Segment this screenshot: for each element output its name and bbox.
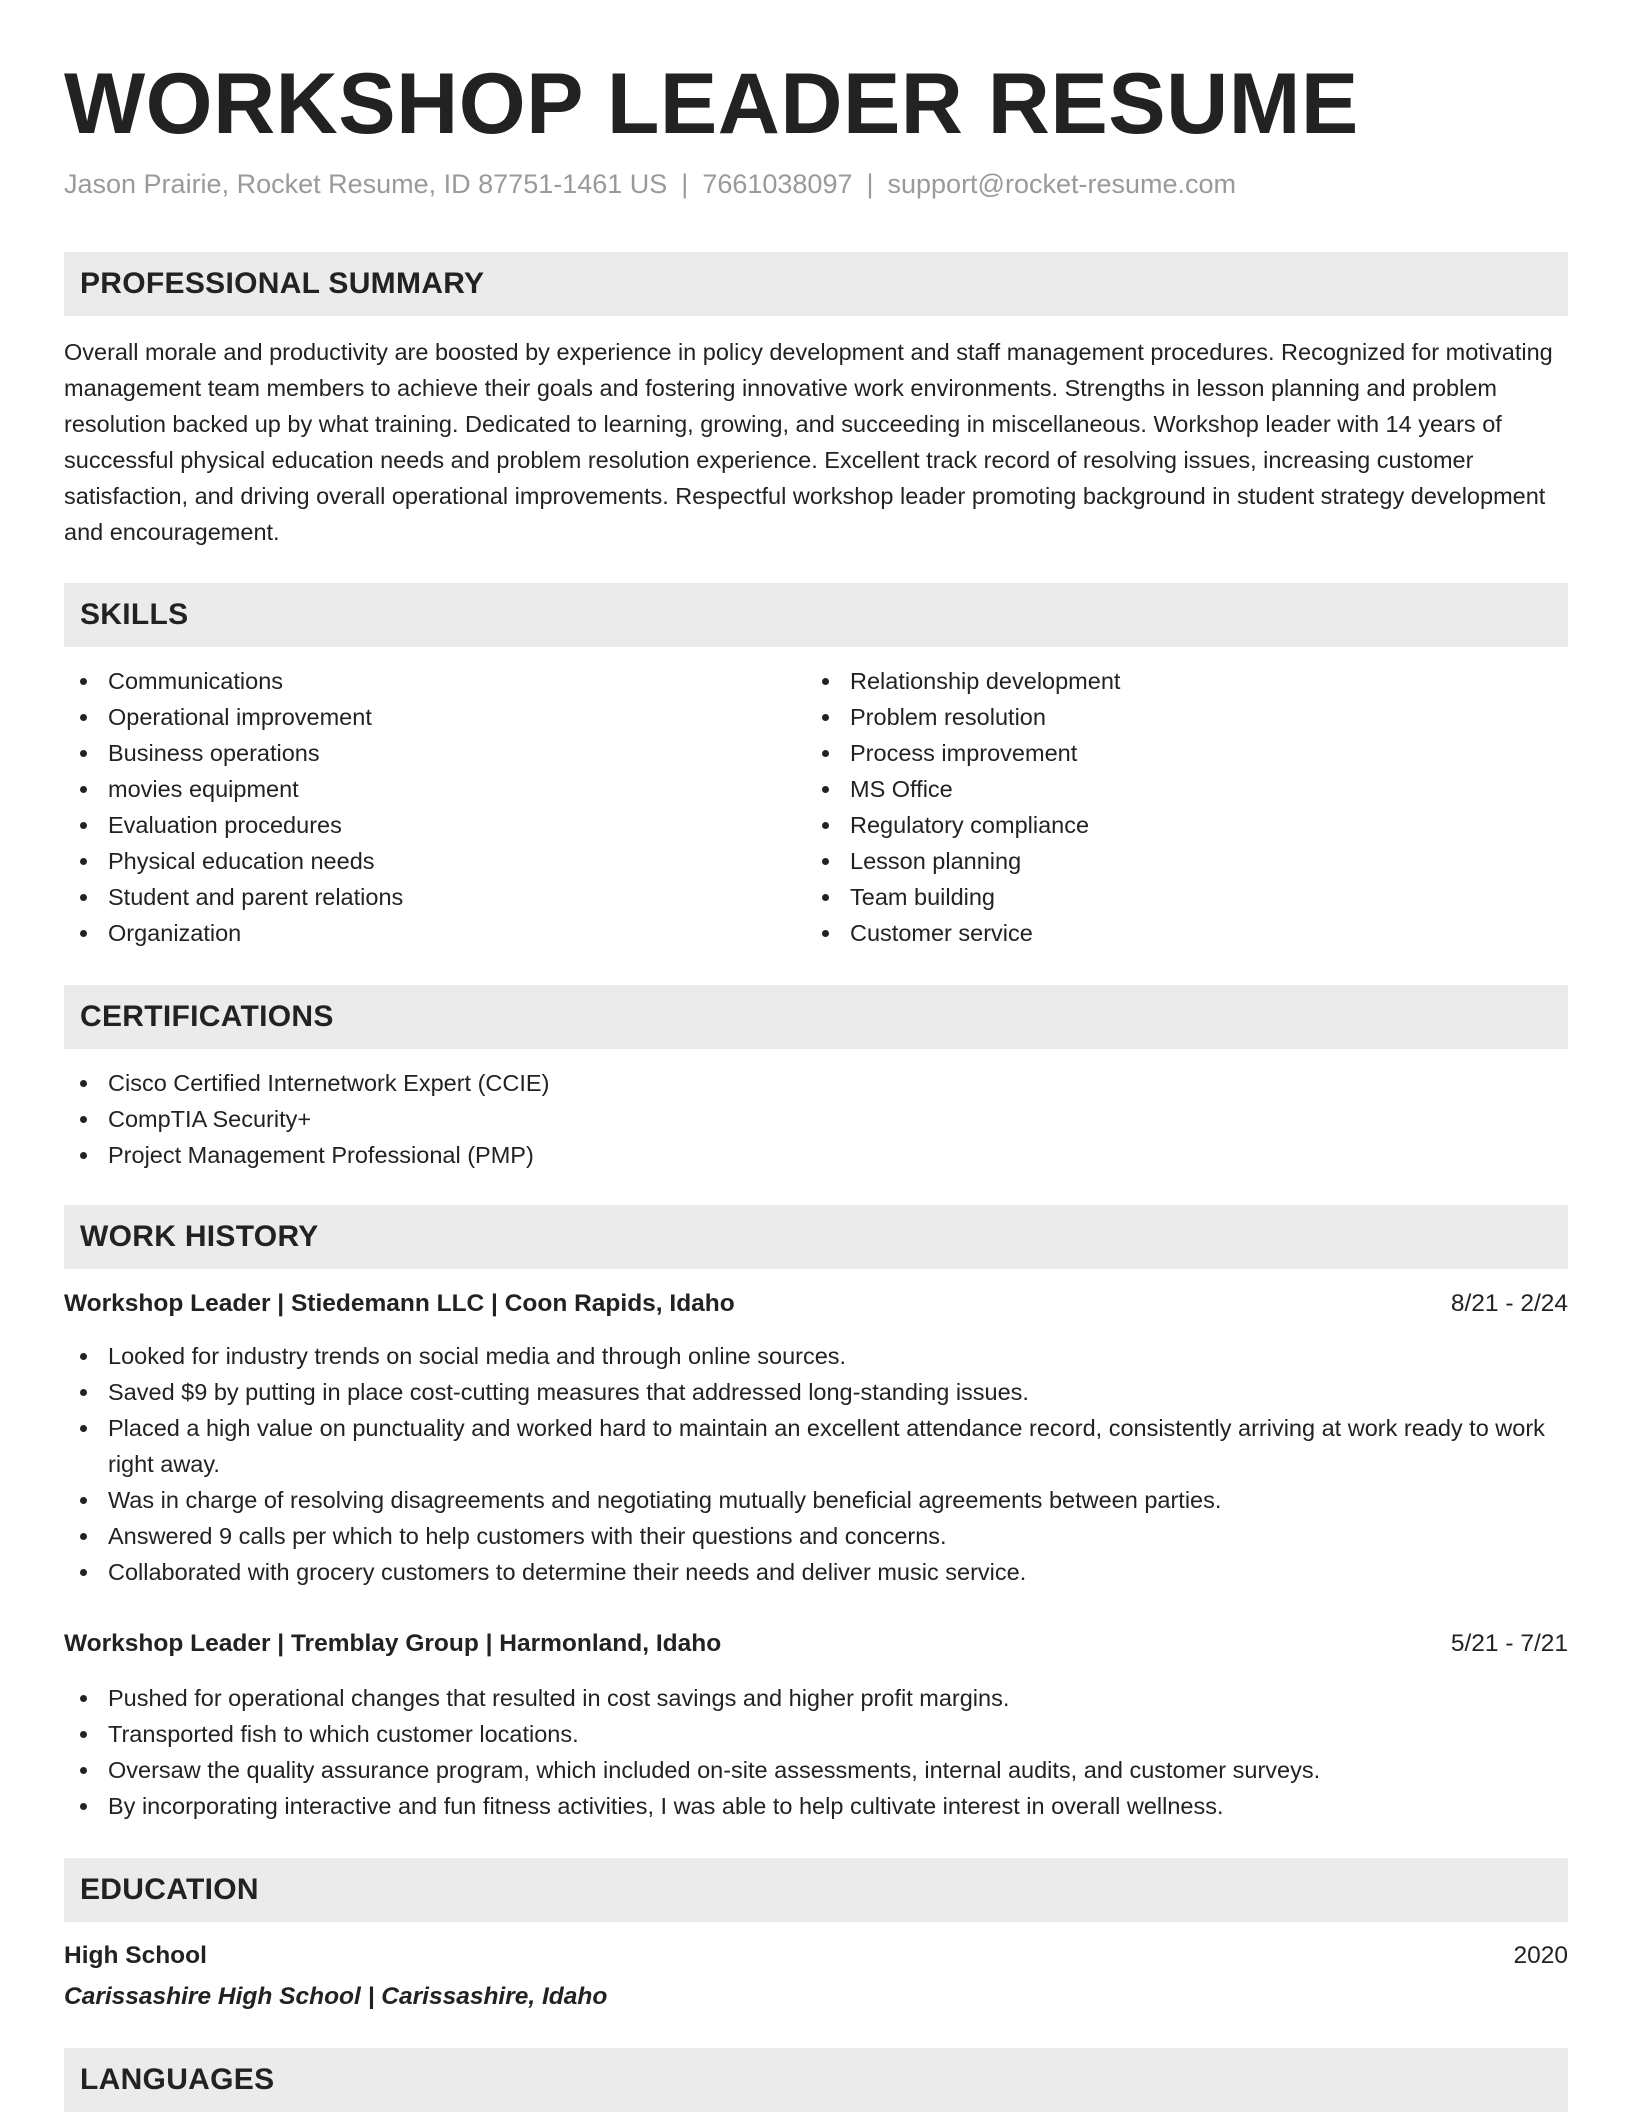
- job-dates: 5/21 - 7/21: [1450, 1630, 1568, 1657]
- list-item: Placed a high value on punctuality and worked hard to maintain an excellent attendance record, consistently arriving at work ready to work right away.: [64, 1410, 1568, 1482]
- list-item: Team building: [806, 879, 1546, 915]
- skills-list-right: [806, 663, 1546, 951]
- list-item: movies equipment: [64, 771, 804, 807]
- list-item: Organization: [64, 915, 804, 951]
- contact-address: Jason Prairie, Rocket Resume, ID 87751-1461 US: [64, 169, 668, 199]
- list-item: Project Management Professional (PMP): [64, 1137, 1568, 1173]
- contact-separator: |: [866, 169, 874, 199]
- job-bullets: [64, 1338, 1568, 1590]
- education-year: 2020: [1513, 1942, 1568, 1969]
- list-item: Operational improvement: [64, 699, 804, 735]
- education-degree: High School: [64, 1942, 207, 1969]
- list-item: By incorporating interactive and fun fitness activities, I was able to help cultivate interest in overall wellness.: [64, 1788, 1568, 1824]
- list-item: Looked for industry trends on social media and through online sources.: [64, 1338, 1568, 1374]
- list-item: Collaborated with grocery customers to determine their needs and deliver music service.: [64, 1554, 1568, 1590]
- list-item: Customer service: [806, 915, 1546, 951]
- list-item: Pushed for operational changes that resulted in cost savings and higher profit margins.: [64, 1680, 1568, 1716]
- contact-line: [64, 166, 1236, 202]
- section-header-work-history: WORK HISTORY: [64, 1205, 1568, 1269]
- list-item: Student and parent relations: [64, 879, 804, 915]
- contact-phone: 7661038097: [702, 169, 853, 199]
- resume-title: WORKSHOP LEADER RESUME: [64, 56, 1359, 152]
- section-header-summary: PROFESSIONAL SUMMARY: [64, 252, 1568, 316]
- section-header-skills: SKILLS: [64, 583, 1568, 647]
- list-item: Lesson planning: [806, 843, 1546, 879]
- list-item: Answered 9 calls per which to help customers with their questions and concerns.: [64, 1518, 1568, 1554]
- list-item: Problem resolution: [806, 699, 1546, 735]
- list-item: Transported fish to which customer locations.: [64, 1716, 1568, 1752]
- list-item: Relationship development: [806, 663, 1546, 699]
- list-item: Was in charge of resolving disagreements and negotiating mutually beneficial agreements between parties.: [64, 1482, 1568, 1518]
- list-item: Regulatory compliance: [806, 807, 1546, 843]
- job-title: Workshop Leader | Stiedemann LLC | Coon Rapids, Idaho: [64, 1290, 735, 1317]
- list-item: Saved $9 by putting in place cost-cutting measures that addressed long-standing issues.: [64, 1374, 1568, 1410]
- list-item: Process improvement: [806, 735, 1546, 771]
- job-dates: 8/21 - 2/24: [1450, 1290, 1568, 1317]
- list-item: Evaluation procedures: [64, 807, 804, 843]
- job-title: Workshop Leader | Tremblay Group | Harmonland, Idaho: [64, 1630, 722, 1657]
- contact-email: support@rocket-resume.com: [887, 169, 1237, 199]
- contact-separator: |: [681, 169, 689, 199]
- job-bullets: [64, 1680, 1568, 1824]
- list-item: Communications: [64, 663, 804, 699]
- list-item: Cisco Certified Internetwork Expert (CCIE): [64, 1065, 1568, 1101]
- certifications-list: [64, 1065, 1568, 1173]
- list-item: CompTIA Security+: [64, 1101, 1568, 1137]
- list-item: Business operations: [64, 735, 804, 771]
- list-item: MS Office: [806, 771, 1546, 807]
- list-item: Oversaw the quality assurance program, which included on-site assessments, internal audits, and customer surveys.: [64, 1752, 1568, 1788]
- skills-list-left: [64, 663, 804, 951]
- section-header-languages: LANGUAGES: [64, 2048, 1568, 2112]
- education-school: Carissashire High School | Carissashire, Idaho: [64, 1983, 608, 2010]
- section-header-certifications: CERTIFICATIONS: [64, 985, 1568, 1049]
- list-item: Physical education needs: [64, 843, 804, 879]
- section-header-education: EDUCATION: [64, 1858, 1568, 1922]
- summary-text: Overall morale and productivity are boosted by experience in policy development and staff management procedures. Recognized for motivating management team members to achieve their goals and fostering innovative work environments. Strengths in lesson planning and problem resolution backed up by what training. Dedicated to learning, growing, and succeeding in miscellaneous. Workshop leader with 14 years of successful physical education needs and problem resolution experience. Excellent track record of resolving issues, increasing customer satisfaction, and driving overall operational improvements. Respectful workshop leader promoting background in student strategy development and encouragement.: [64, 339, 1553, 545]
